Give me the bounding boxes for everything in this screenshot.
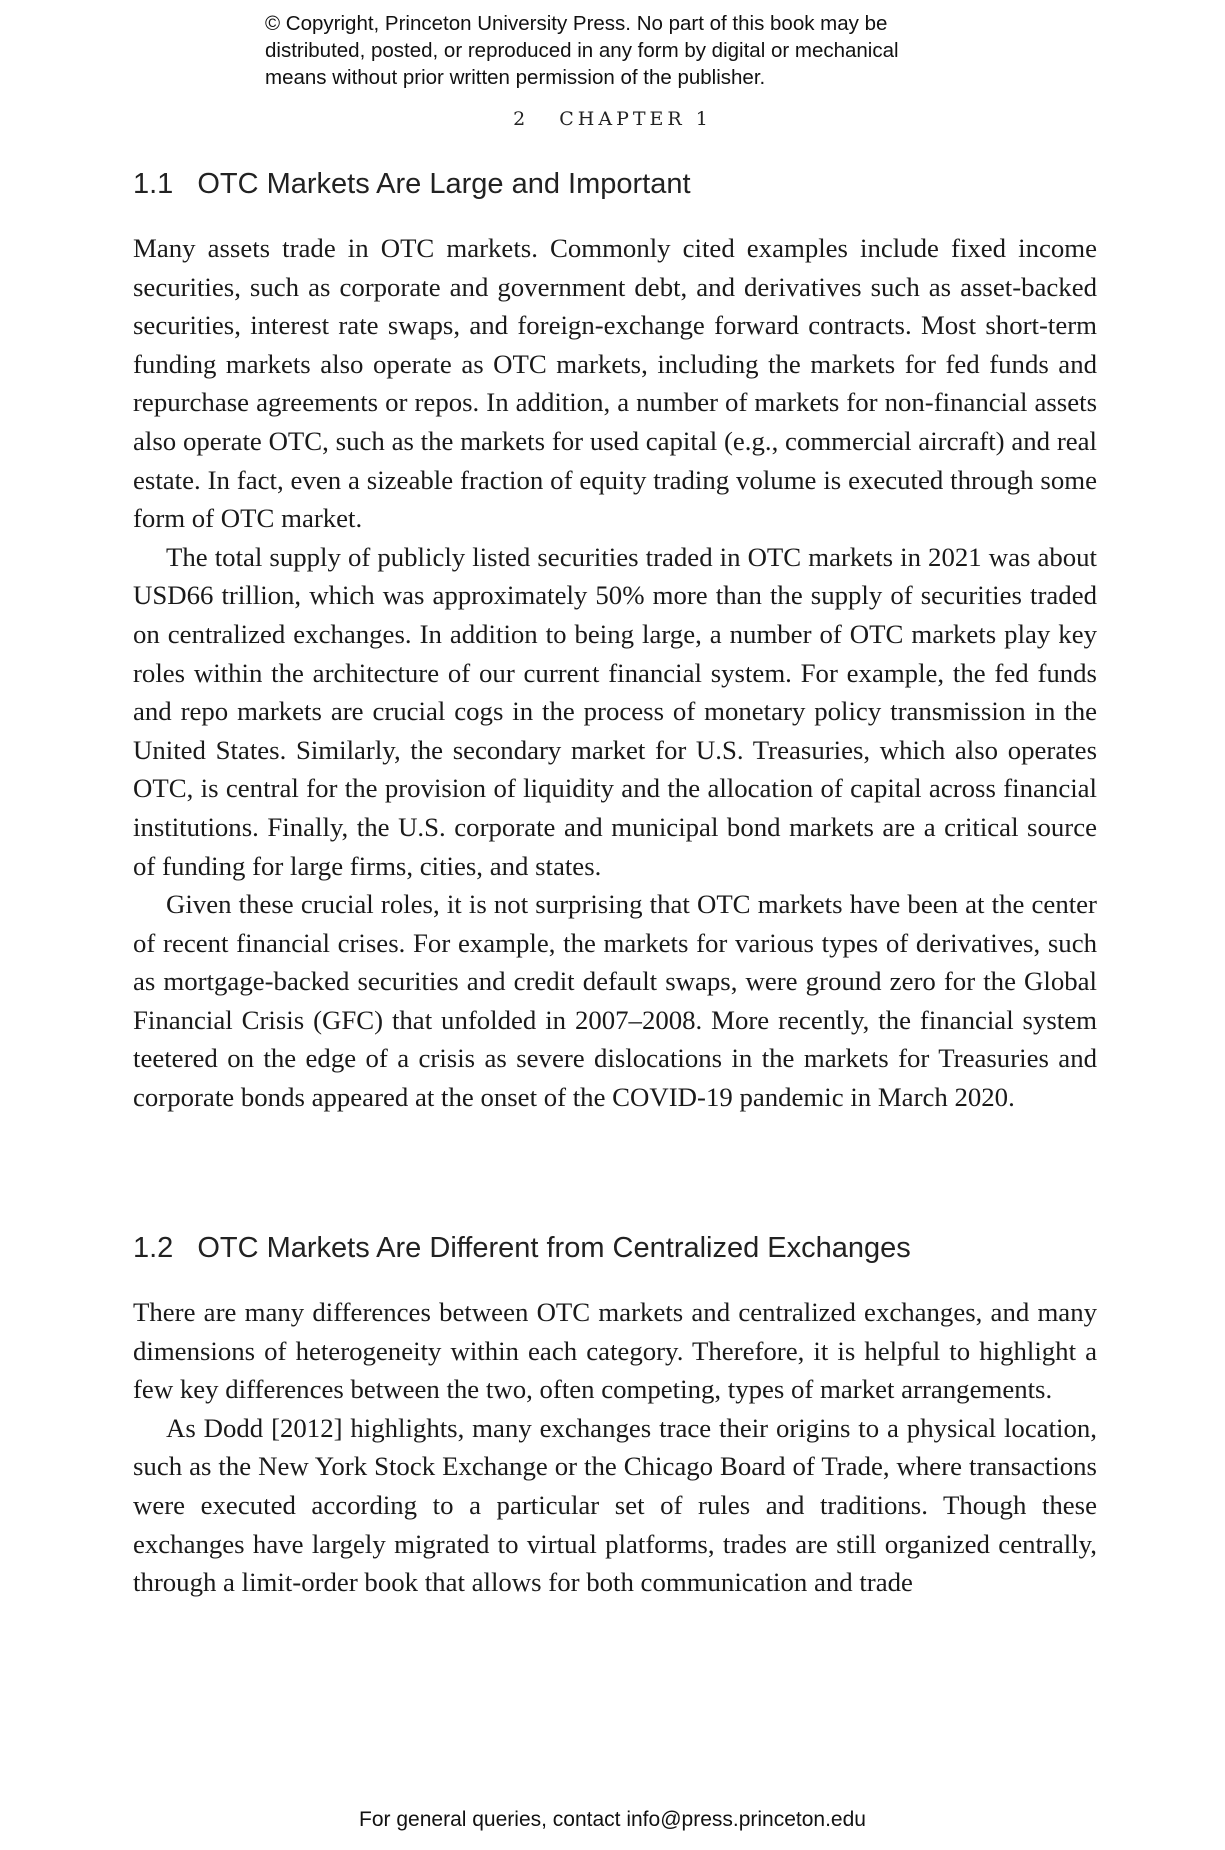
paragraph: As Dodd [2012] highlights, many exchanges trace their origins to a physical location, such as the New York Stock Exchange or the Chicago Board of Trade, where transactions were executed according to a particular set of rules and traditions. Though these exchanges have largely migrated to virtual platforms, trades are still organized centrally, through a limit-order book that allows for both communication and trade: [133, 1412, 1097, 1598]
footer-contact: For general queries, contact info@press.princeton.edu: [359, 1808, 866, 1831]
section-1-1-body: [133, 229, 1097, 1117]
section-number: 1.1: [133, 168, 174, 200]
section-heading-1-2: [133, 1232, 911, 1265]
paragraph: The total supply of publicly listed securities traded in OTC markets in 2021 was about USD66 trillion, which was approximately 50% more than the supply of securities traded on centralized exchanges. In addition to being large, a number of OTC markets play key roles within the architecture of our current financial system. For example, the fed funds and repo markets are crucial cogs in the process of monetary policy transmission in the United States. Similarly, the secondary market for U.S. Treasuries, which also operates OTC, is central for the provision of liquidity and the allocation of capital across financial institutions. Finally, the U.S. corporate and municipal bond markets are a critical source of funding for large firms, cities, and states.: [133, 541, 1097, 881]
page-number: 2: [513, 108, 529, 130]
paragraph: Many assets trade in OTC markets. Commonly cited examples include fixed income securities, such as corporate and government debt, and derivatives such as asset-backed securities, interest rate swaps, and foreign-exchange forward contracts. Most short-term funding markets also operate as OTC markets, including the markets for fed funds and repurchase agreements or repos. In addition, a number of markets for non-financial assets also operate OTC, such as the markets for used capital (e.g., commercial aircraft) and real estate. In fact, even a sizeable fraction of equity trading volume is executed through some form of OTC market.: [133, 233, 1097, 534]
chapter-label: CHAPTER 1: [559, 108, 712, 130]
section-title: OTC Markets Are Different from Centralized Exchanges: [197, 1232, 911, 1264]
paragraph: Given these crucial roles, it is not surprising that OTC markets have been at the center of recent financial crises. For example, the markets for various types of derivatives, such as mortgage-backed securities and credit default swaps, were ground zero for the Global Financial Crisis (GFC) that unfolded in 2007–2008. More recently, the financial system teetered on the edge of a crisis as severe dislocations in the markets for Treasuries and corporate bonds appeared at the onset of the COVID-19 pandemic in March 2020.: [133, 889, 1097, 1113]
copyright-line-3: means without prior written permission of the publisher.: [265, 66, 766, 89]
paragraph: There are many differences between OTC markets and centralized exchanges, and many dimensions of heterogeneity within each category. Therefore, it is helpful to highlight a few key differences between the two, often competing, types of market arrangements.: [133, 1297, 1097, 1405]
section-heading-1-1: [133, 168, 691, 201]
running-head: [0, 108, 1225, 130]
section-number: 1.2: [133, 1232, 174, 1264]
section-title: OTC Markets Are Large and Important: [197, 168, 691, 200]
copyright-line-1: © Copyright, Princeton University Press. No part of this book may be: [265, 12, 888, 35]
section-1-2-body: [133, 1293, 1097, 1602]
copyright-line-2: distributed, posted, or reproduced in any form by digital or mechanical: [265, 39, 899, 62]
copyright-notice: [265, 10, 985, 91]
